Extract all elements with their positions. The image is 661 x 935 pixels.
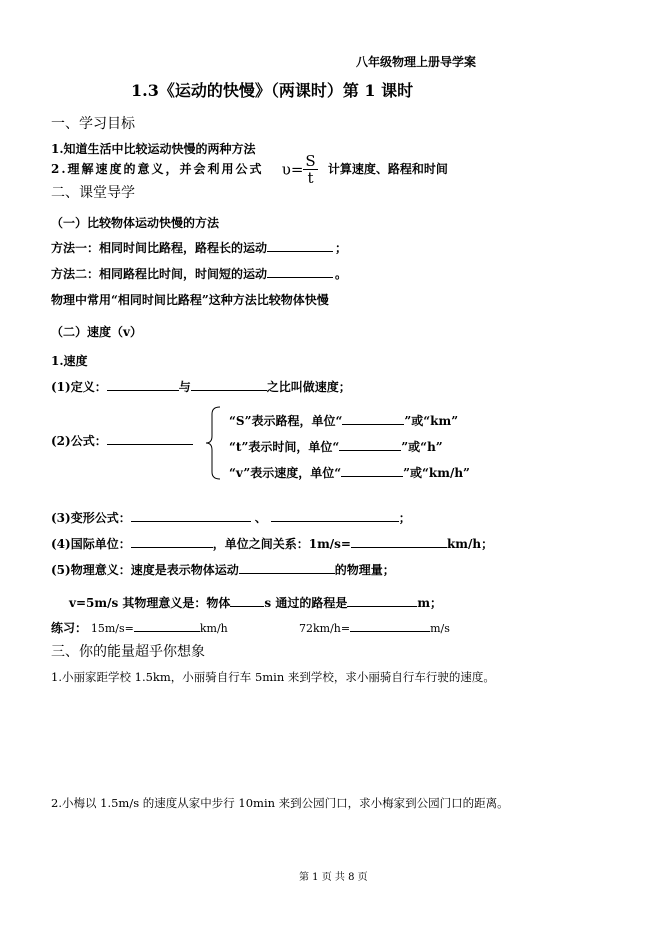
- page-footer: 第 1 页 共 8 页: [299, 872, 368, 883]
- formula-t-unit: ”或“h”: [401, 440, 443, 454]
- formula-s-unit: ”或“km”: [404, 414, 459, 428]
- question-2: 2.小梅以 1.5m/s 的速度从家中步行 10min 来到公园门口，求小梅家到公园门口的距离。: [51, 796, 509, 810]
- variant-sep: 、: [254, 511, 267, 525]
- goal-item-2-suffix: 计算速度、路程和时间: [327, 162, 448, 176]
- practice-2-post: m/s: [430, 622, 450, 635]
- definition-blank-1[interactable]: [107, 378, 179, 391]
- formula-denominator: t: [307, 169, 314, 187]
- question-1: 1.小丽家距学校 1.5km，小丽骑自行车 5min 来到学校，求小丽骑自行车行驶的速度。: [51, 670, 495, 684]
- meaning-post: 的物理量；: [334, 563, 395, 577]
- formula-t-line: [229, 438, 443, 455]
- formula-fraction: [303, 153, 317, 186]
- practice-line-2: [299, 619, 450, 635]
- section-heading-guide: 二、课堂导学: [51, 185, 135, 201]
- practice-label: 练习：: [51, 621, 88, 635]
- si-label: (4)国际单位：: [51, 537, 131, 551]
- method-2: [51, 265, 347, 282]
- method-1-end: ；: [335, 241, 348, 255]
- formula-s-text: “S”表示路程，单位“: [229, 414, 343, 428]
- meaning-blank[interactable]: [239, 561, 335, 574]
- definition-label: (1)定义：: [51, 380, 107, 394]
- goal-item-2-text: 2.理解速度的意义，并会利用公式: [51, 162, 264, 176]
- variant-blank-2[interactable]: [271, 509, 399, 522]
- meaning-line: [51, 561, 395, 578]
- common-method-note: 物理中常用“相同时间比路程”这种方法比较物体快慢: [51, 293, 329, 307]
- formula-v-text: “v”表示速度，单位“: [229, 466, 342, 480]
- si-end: km/h；: [446, 537, 494, 551]
- example-blank-2[interactable]: [347, 594, 417, 607]
- method-1: [51, 239, 347, 256]
- subsection-compare: （一）比较物体运动快慢的方法: [51, 216, 220, 230]
- si-unit-line: [51, 535, 493, 552]
- speed-heading: 1.速度: [51, 354, 88, 368]
- example-blank-1[interactable]: [230, 594, 264, 607]
- formula-blank[interactable]: [107, 432, 193, 445]
- header-label: 八年级物理上册导学案: [356, 55, 477, 69]
- formula-v-line: [229, 464, 470, 481]
- formula-line: [51, 432, 193, 449]
- example-end: m；: [417, 596, 443, 610]
- formula-v: υ=: [281, 160, 304, 179]
- practice-2-blank[interactable]: [350, 619, 430, 632]
- formula-label: (2)公式：: [51, 434, 107, 448]
- definition-line: [51, 378, 351, 395]
- section-heading-challenge: 三、你的能量超乎你想象: [51, 644, 205, 660]
- formula-s-line: [229, 412, 458, 429]
- variant-formula-line: [51, 509, 411, 526]
- method-2-end: 。: [335, 267, 348, 281]
- example-line: [69, 594, 442, 611]
- method-1-text: 方法一：相同时间比路程，路程长的运动: [51, 241, 268, 255]
- formula-t-text: “t”表示时间，单位“: [229, 440, 340, 454]
- practice-line: [51, 619, 228, 636]
- method-2-text: 方法二：相同路程比时间，时间短的运动: [51, 267, 268, 281]
- practice-1-pre: 15m/s=: [90, 622, 134, 635]
- formula-v-blank[interactable]: [341, 464, 403, 477]
- variant-end: ；: [398, 511, 411, 525]
- section-heading-goals: 一、学习目标: [51, 116, 135, 132]
- formula-numerator: S: [305, 152, 316, 170]
- definition-post: 之比叫做速度；: [266, 380, 351, 394]
- page-title: 1.3《运动的快慢》（两课时）第 1 课时: [131, 81, 414, 100]
- definition-mid: 与: [178, 380, 191, 394]
- meaning-text: (5)物理意义：速度是表示物体运动: [51, 563, 239, 577]
- practice-2-pre: 72km/h=: [299, 622, 351, 635]
- definition-blank-2[interactable]: [191, 378, 267, 391]
- speed-formula: [282, 153, 318, 186]
- variant-blank-1[interactable]: [131, 509, 251, 522]
- si-mid: ，单位之间关系：1m/s=: [212, 537, 351, 551]
- example-mid: s 通过的路程是: [264, 596, 348, 610]
- method-1-blank[interactable]: [267, 239, 333, 252]
- formula-t-blank[interactable]: [339, 438, 401, 451]
- method-2-blank[interactable]: [267, 265, 333, 278]
- si-blank-2[interactable]: [351, 535, 447, 548]
- example-text: v=5m/s 其物理意义是：物体: [69, 596, 231, 610]
- goal-item-1: 1.知道生活中比较运动快慢的两种方法: [51, 142, 256, 156]
- subsection-speed: （二）速度（v）: [51, 325, 142, 339]
- formula-v-unit: ”或“km/h”: [403, 466, 470, 480]
- si-blank-1[interactable]: [131, 535, 213, 548]
- brace-icon: [205, 406, 221, 480]
- practice-1-post: km/h: [199, 622, 228, 635]
- variant-label: (3)变形公式：: [51, 511, 131, 525]
- practice-1-blank[interactable]: [134, 619, 200, 632]
- formula-s-blank[interactable]: [342, 412, 404, 425]
